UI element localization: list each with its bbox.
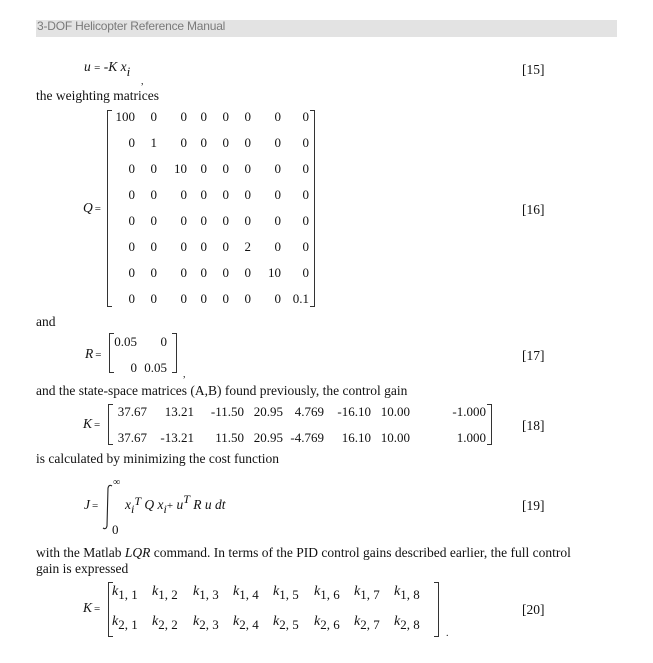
eq19-equals: = <box>92 500 99 512</box>
eq19-x: x <box>125 497 131 512</box>
ksym-cell-r1-c4 <box>233 583 259 600</box>
q-cell-r1-c5: 0 <box>222 109 229 124</box>
q-cell-r1-c3: 0 <box>180 109 187 124</box>
q-cell-r5-c2: 0 <box>150 213 157 228</box>
eq15-lhs: u <box>84 59 91 74</box>
q-cell-r1-c7: 0 <box>274 109 281 124</box>
q-cell-r8-c4: 0 <box>200 291 207 306</box>
text-calculated: is calculated by minimizing the cost function <box>36 451 279 466</box>
eq15-sign: - <box>103 59 109 74</box>
ksym-cell-r1-c6 <box>314 583 340 600</box>
ksym-subscript: 1, 8 <box>400 587 420 602</box>
q-cell-r2-c8: 0 <box>302 135 309 150</box>
eq19-sub-i2: i <box>163 502 167 516</box>
kval-cell-r1-c1: 37.67 <box>117 404 147 419</box>
q-cell-r4-c6: 0 <box>244 187 251 202</box>
q-label <box>83 200 101 216</box>
ksym-trailing-dot: . <box>446 628 449 639</box>
r-label-text: R <box>85 346 94 361</box>
q-cell-r8-c5: 0 <box>222 291 229 306</box>
r-equals: = <box>95 349 102 361</box>
text-lqr: LQR <box>124 545 151 560</box>
kval-equals: = <box>94 419 101 431</box>
q-cell-r1-c2: 0 <box>150 109 157 124</box>
kval-right-bracket <box>487 404 492 445</box>
ksym-subscript: 1, 7 <box>360 587 380 602</box>
q-cell-r4-c7: 0 <box>274 187 281 202</box>
kval-cell-r2-c3: 11.50 <box>215 430 244 445</box>
q-cell-r8-c6: 0 <box>244 291 251 306</box>
q-cell-r6-c5: 0 <box>222 239 229 254</box>
q-cell-r3-c7: 0 <box>274 161 281 176</box>
q-label-text: Q <box>83 200 93 215</box>
ksym-cell-r2-c7 <box>354 613 380 630</box>
ksym-label-text: K <box>83 600 93 615</box>
q-cell-r8-c1: 0 <box>128 291 135 306</box>
ksym-subscript: 1, 6 <box>320 587 340 602</box>
text-matlab-part2: command. In terms of the PID control gains described earlier, the full control <box>150 545 571 560</box>
kval-label-text: K <box>83 416 93 431</box>
eq19-sup-T: T <box>134 494 142 508</box>
ksym-symbol: k <box>112 614 119 629</box>
q-right-bracket <box>310 110 315 307</box>
kval-cell-r2-c8: 1.000 <box>456 430 486 445</box>
ksym-symbol: k <box>394 614 401 629</box>
text-matlab-part1: with the Matlab <box>36 545 125 560</box>
ksym-symbol: k <box>354 584 361 599</box>
eq15-K: K <box>108 59 118 74</box>
ksym-subscript: 1, 1 <box>118 587 138 602</box>
ksym-cell-r1-c1 <box>112 583 138 600</box>
eq19-dt: dt <box>215 497 226 512</box>
q-cell-r6-c7: 0 <box>274 239 281 254</box>
q-cell-r4-c8: 0 <box>302 187 309 202</box>
q-cell-r3-c3: 10 <box>174 161 187 176</box>
eq19-x2: x <box>157 497 164 512</box>
q-cell-r5-c6: 0 <box>244 213 251 228</box>
r-cell-r1-c1: 0.05 <box>114 334 137 349</box>
q-cell-r3-c4: 0 <box>200 161 207 176</box>
q-cell-r4-c5: 0 <box>222 187 229 202</box>
q-cell-r7-c6: 0 <box>244 265 251 280</box>
q-equals: = <box>94 203 101 215</box>
q-cell-r8-c2: 0 <box>150 291 157 306</box>
r-cell-r2-c1: 0 <box>130 360 137 375</box>
eq19-integrand <box>125 492 226 516</box>
q-cell-r6-c8: 0 <box>302 239 309 254</box>
kval-label <box>83 416 100 432</box>
q-cell-r1-c1: 100 <box>115 109 135 124</box>
ksym-cell-r1-c2 <box>152 583 178 600</box>
kval-cell-r1-c8: -1.000 <box>452 404 486 419</box>
eq19-u2: u <box>204 497 212 512</box>
kval-cell-r1-c4: 20.95 <box>253 404 283 419</box>
eq19-plus: + <box>166 500 174 512</box>
kval-cell-r2-c5: -4.769 <box>290 430 324 445</box>
q-cell-r6-c4: 0 <box>200 239 207 254</box>
ksym-cell-r2-c4 <box>233 613 259 630</box>
equation-number-19: [19] <box>522 498 545 513</box>
q-cell-r1-c4: 0 <box>200 109 207 124</box>
eq19-sup-T2: T <box>183 492 190 506</box>
ksym-symbol: k <box>394 584 401 599</box>
text-and: and <box>36 314 56 329</box>
ksym-subscript: 2, 8 <box>400 617 420 632</box>
q-cell-r8-c7: 0 <box>274 291 281 306</box>
q-cell-r7-c2: 0 <box>150 265 157 280</box>
kval-cell-r2-c1: 37.67 <box>117 430 147 445</box>
q-cell-r2-c2: 1 <box>150 135 157 150</box>
q-cell-r4-c3: 0 <box>180 187 187 202</box>
q-cell-r3-c6: 0 <box>244 161 251 176</box>
equation-number-15: [15] <box>522 62 545 77</box>
kval-cell-r2-c4: 20.95 <box>253 430 283 445</box>
ksym-symbol: k <box>233 614 240 629</box>
q-cell-r7-c3: 0 <box>180 265 187 280</box>
q-left-bracket <box>107 110 112 307</box>
ksym-subscript: 2, 5 <box>279 617 299 632</box>
equation-number-20: [20] <box>522 602 545 617</box>
text-weighting-matrices: the weighting matrices <box>36 88 159 103</box>
q-cell-r7-c1: 0 <box>128 265 135 280</box>
ksym-cell-r1-c3 <box>193 583 219 600</box>
ksym-subscript: 1, 3 <box>199 587 219 602</box>
equation-15 <box>84 59 131 79</box>
text-matlab <box>36 545 571 561</box>
ksym-symbol: k <box>314 584 321 599</box>
q-cell-r5-c7: 0 <box>274 213 281 228</box>
ksym-subscript: 2, 1 <box>118 617 138 632</box>
ksym-cell-r1-c5 <box>273 583 299 600</box>
q-cell-r2-c7: 0 <box>274 135 281 150</box>
ksym-subscript: 1, 5 <box>279 587 299 602</box>
q-cell-r7-c7: 10 <box>268 265 281 280</box>
q-cell-r3-c1: 0 <box>128 161 135 176</box>
ksym-symbol: k <box>314 614 321 629</box>
ksym-symbol: k <box>354 614 361 629</box>
q-cell-r3-c8: 0 <box>302 161 309 176</box>
ksym-cell-r2-c5 <box>273 613 299 630</box>
eq15-sub-i: i <box>126 64 131 79</box>
ksym-cell-r2-c6 <box>314 613 340 630</box>
ksym-symbol: k <box>273 584 280 599</box>
ksym-equals: = <box>94 603 101 615</box>
q-cell-r4-c4: 0 <box>200 187 207 202</box>
ksym-symbol: k <box>112 584 119 599</box>
integral-upper-limit: ∞ <box>113 477 121 488</box>
r-right-bracket <box>172 333 177 373</box>
ksym-cell-r2-c8 <box>394 613 420 630</box>
q-cell-r1-c6: 0 <box>244 109 251 124</box>
ksym-symbol: k <box>233 584 240 599</box>
eq19-J: J <box>84 497 90 512</box>
q-cell-r6-c1: 0 <box>128 239 135 254</box>
eq15-x: x <box>120 59 127 74</box>
text-gain-expressed: gain is expressed <box>36 561 129 576</box>
q-cell-r6-c2: 0 <box>150 239 157 254</box>
ksym-subscript: 2, 6 <box>320 617 340 632</box>
integral-lower-limit: 0 <box>112 522 119 537</box>
ksym-cell-r2-c1 <box>112 613 138 630</box>
ksym-symbol: k <box>193 614 200 629</box>
q-cell-r2-c4: 0 <box>200 135 207 150</box>
q-cell-r4-c1: 0 <box>128 187 135 202</box>
kval-cell-r1-c5: 4.769 <box>294 404 324 419</box>
ksym-cell-r2-c3 <box>193 613 219 630</box>
r-cell-r1-c2: 0 <box>160 334 167 349</box>
equation-number-16: [16] <box>522 202 545 217</box>
q-cell-r5-c4: 0 <box>200 213 207 228</box>
q-cell-r2-c3: 0 <box>180 135 187 150</box>
q-cell-r2-c6: 0 <box>244 135 251 150</box>
ksym-cell-r1-c8 <box>394 583 420 600</box>
eq19-Q: Q <box>144 497 155 512</box>
q-cell-r7-c4: 0 <box>200 265 207 280</box>
equation-number-17: [17] <box>522 348 545 363</box>
q-cell-r3-c2: 0 <box>150 161 157 176</box>
equation-number-18: [18] <box>522 418 545 433</box>
q-cell-r2-c5: 0 <box>222 135 229 150</box>
q-cell-r5-c5: 0 <box>222 213 229 228</box>
eq15-equals: = <box>94 62 101 74</box>
kval-cell-r1-c6: -16.10 <box>337 404 371 419</box>
ksym-symbol: k <box>193 584 200 599</box>
r-label <box>85 346 101 362</box>
ksym-label <box>83 600 100 616</box>
q-cell-r5-c1: 0 <box>128 213 135 228</box>
q-cell-r4-c2: 0 <box>150 187 157 202</box>
ksym-subscript: 1, 4 <box>239 587 259 602</box>
eq19-R: R <box>193 497 202 512</box>
kval-cell-r2-c6: 16.10 <box>341 430 371 445</box>
ksym-right-bracket <box>434 582 439 637</box>
kval-cell-r1-c3: -11.50 <box>210 404 244 419</box>
kval-left-bracket <box>108 404 113 445</box>
q-cell-r2-c1: 0 <box>128 135 135 150</box>
q-cell-r5-c8: 0 <box>302 213 309 228</box>
kval-cell-r1-c7: 10.00 <box>380 404 410 419</box>
q-cell-r8-c8: 0.1 <box>292 291 309 306</box>
q-cell-r3-c5: 0 <box>222 161 229 176</box>
kval-cell-r2-c7: 10.00 <box>380 430 410 445</box>
ksym-subscript: 2, 7 <box>360 617 380 632</box>
kval-cell-r2-c2: -13.21 <box>160 430 194 445</box>
ksym-symbol: k <box>152 584 159 599</box>
q-cell-r8-c3: 0 <box>180 291 187 306</box>
kval-cell-r1-c2: 13.21 <box>164 404 194 419</box>
r-trailing-comma: , <box>183 369 186 380</box>
q-cell-r6-c6: 2 <box>244 239 251 254</box>
ksym-cell-r1-c7 <box>354 583 380 600</box>
ksym-subscript: 2, 2 <box>158 617 178 632</box>
ksym-subscript: 2, 3 <box>199 617 219 632</box>
ksym-cell-r2-c2 <box>152 613 178 630</box>
eq19-lhs <box>84 497 98 513</box>
document-header-title: 3-DOF Helicopter Reference Manual <box>37 19 226 33</box>
r-cell-r2-c2: 0.05 <box>144 360 167 375</box>
q-cell-r7-c8: 0 <box>302 265 309 280</box>
ksym-symbol: k <box>152 614 159 629</box>
ksym-subscript: 2, 4 <box>239 617 259 632</box>
q-cell-r1-c8: 0 <box>302 109 309 124</box>
text-state-space: and the state-space matrices (A,B) found previously, the control gain <box>36 383 408 398</box>
ksym-subscript: 1, 2 <box>158 587 178 602</box>
q-cell-r6-c3: 0 <box>180 239 187 254</box>
q-cell-r7-c5: 0 <box>222 265 229 280</box>
q-cell-r5-c3: 0 <box>180 213 187 228</box>
r-left-bracket <box>109 333 114 373</box>
eq19-sub-i: i <box>131 502 135 516</box>
ksym-symbol: k <box>273 614 280 629</box>
eq19-u: u <box>176 497 184 512</box>
eq15-trailing-comma: , <box>141 76 144 87</box>
